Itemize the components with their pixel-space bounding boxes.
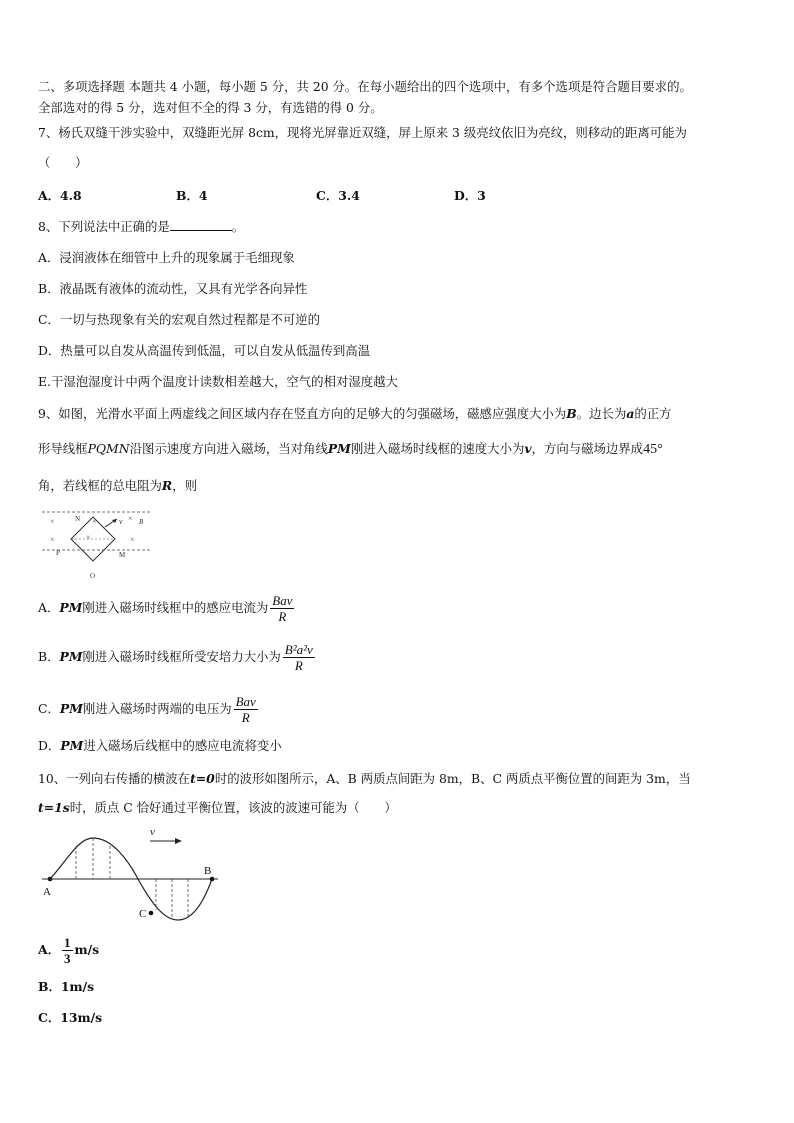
q9-stem-line2: 形导线框PQMN沿图示速度方向进入磁场，当对角线PM刚进入磁场时线框的速度大小为v，方向与磁场边界成45° [38,441,663,457]
q10-option-b: B．1m/s [38,979,95,994]
point-c [149,911,154,916]
label-m: M [119,551,126,559]
label-b: B [139,518,144,526]
q7-paren: （ ） [38,155,88,170]
fraction: $\frac{\text{B²a²v}}{R}$ [284,642,313,673]
q8-option-e: E.干湿泡湿度计中两个温度计读数相差越大，空气的相对湿度越大 [38,374,398,389]
q7-option-a: A．4.8 [38,188,82,203]
q7-stem: 7、杨氏双缝干涉实验中，双缝距光屏 8cm，现将光屏靠近双缝，屏上原来 3 级亮纹依旧为亮纹，则移动的距离可能为 [38,125,687,140]
q9-option-b: B．PM刚进入磁场时线框所受安培力大小为 $\frac{\text{B²a²v}}{R}$ [38,642,313,673]
field-cross-mark: × [50,517,55,526]
label-o: O [90,572,96,580]
fraction: $\frac{\text{Bav}}{R}$ [235,694,256,725]
point-b [210,877,215,882]
label-b: B [204,865,212,877]
answer-blank [170,218,232,231]
label-a: A [43,886,51,898]
q9-stem-line1: 9、如图，光滑水平面上两虚线之间区域内存在竖直方向的足够大的匀强磁场，磁感应强度大小为B。边长为a的正方 [38,406,672,421]
q9-option-d: D．PM进入磁场后线框中的感应电流将变小 [38,738,282,753]
q7-option-b: B．4 [176,188,208,203]
q8-option-a: A．浸润液体在细管中上升的现象属于毛细现象 [38,250,295,265]
q9-option-a: A．PM刚进入磁场时线框中的感应电流为 $\frac{\text{Bav}}{R}$ [38,593,293,624]
label-c: C [139,908,147,920]
q8-option-d: D．热量可以自发从高温传到低温，可以自发从低温传到高温 [38,343,371,358]
label-v: v [150,826,155,838]
point-a [48,877,53,882]
q10-option-c: C．13m/s [38,1010,103,1025]
q7-option-c: C．3.4 [316,188,360,203]
field-cross-mark: × [86,533,91,542]
q8-stem: 8、下列说法中正确的是 。 [38,219,245,234]
velocity-arrowhead [112,519,117,523]
field-cross-mark: × [128,514,133,523]
fraction: $\frac{1}{3}$ [64,935,71,966]
section-header-line2: 全部选对的得 5 分，选对但不全的得 3 分，有选错的得 0 分。 [38,100,383,115]
field-cross-mark: × [50,535,55,544]
q10-option-a: A． $\frac{1}{3}$ m/s [38,935,100,966]
q8-option-c: C．一切与热现象有关的宏观自然过程都是不可逆的 [38,312,321,327]
q10-stem-line1: 10、一列向右传播的横波在t=0时的波形如图所示，A、B 两质点间距为 8m，B、C 两质点平衡位置的间距为 3m，当 [38,771,691,786]
fraction: $\frac{\text{Bav}}{R}$ [272,593,293,624]
field-cross-mark: × [130,535,135,544]
label-v: v [119,517,123,526]
section-header-line1: 二、多项选择题 本题共 4 小题，每小题 5 分，共 20 分。在每小题给出的四个选项中，有多个选项是符合题目要求的。 [38,79,692,94]
q10-stem-line2: t=1s时，质点 C 恰好通过平衡位置，该波的波速可能为（ ） [38,800,397,815]
q9-magnetic-field-figure [38,504,158,584]
q7-option-d: D．3 [454,188,486,203]
propagation-arrowhead [175,838,182,844]
q10-wave-figure [38,824,224,926]
q9-option-c: C．PM刚进入磁场时两端的电压为 $\frac{\text{Bav}}{R}$ [38,694,256,725]
q9-stem-line3: 角，若线框的总电阻为R，则 [38,478,197,493]
label-p: P [56,549,60,557]
q8-option-b: B．液晶既有液体的流动性，又具有光学各向异性 [38,281,308,296]
field-cross-mark: × [92,517,97,526]
label-n: N [75,515,81,523]
